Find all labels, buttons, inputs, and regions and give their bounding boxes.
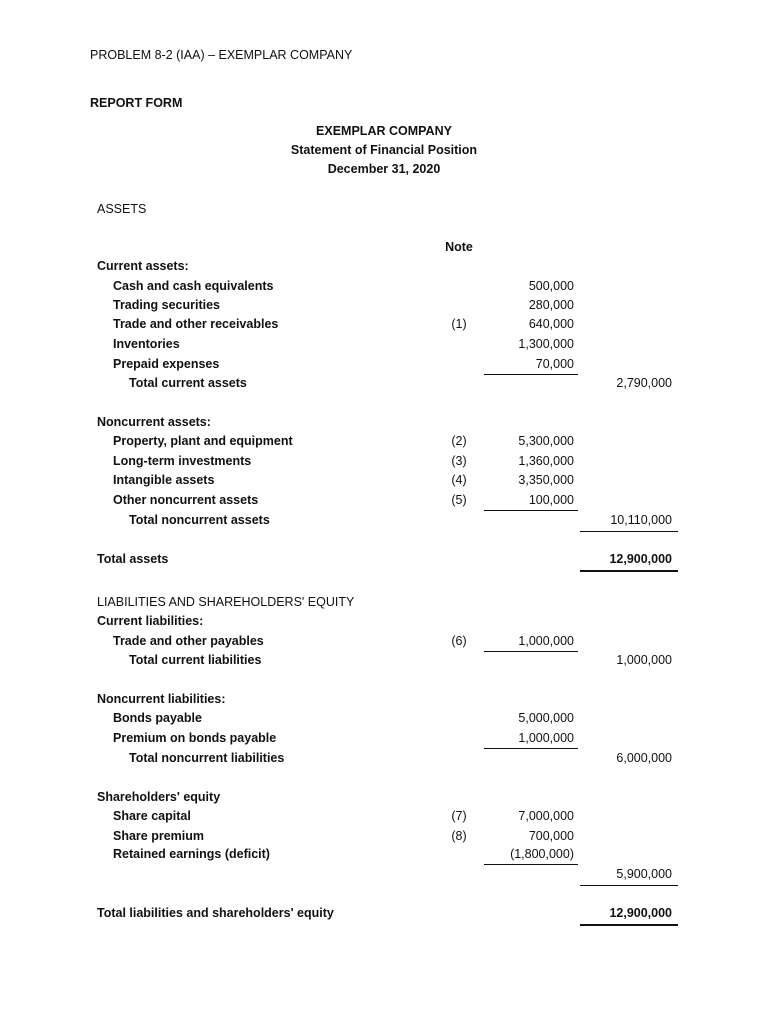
shareholders-equity-label: Shareholders' equity: [97, 790, 221, 804]
line-item-label: Trading securities: [113, 298, 220, 312]
line-item-label: Other noncurrent assets: [113, 493, 259, 507]
line-item-label: Share capital: [113, 809, 191, 823]
line-item-note: (5): [451, 493, 467, 507]
line-item-note: (8): [451, 829, 467, 843]
line-item-amount: 1,360,000: [518, 454, 574, 468]
total-assets-amount: 12,900,000: [609, 552, 672, 566]
line-item-note: (2): [451, 434, 467, 448]
line-item-amount: 700,000: [528, 829, 574, 843]
line-item-amount: 100,000: [528, 493, 574, 507]
total-equity-amount: 5,900,000: [616, 867, 672, 881]
liabilities-heading: LIABILITIES AND SHAREHOLDERS' EQUITY: [97, 595, 355, 609]
line-item-label: Premium on bonds payable: [113, 731, 277, 745]
total-noncurrent-liabilities-label: Total noncurrent liabilities: [129, 751, 285, 765]
subtotal-rule: [484, 748, 578, 749]
subtotal-rule: [580, 531, 678, 532]
total-liabilities-equity-label: Total liabilities and shareholders' equity: [97, 906, 334, 920]
subtotal-rule: [484, 510, 578, 511]
line-item-amount: 1,000,000: [518, 731, 574, 745]
total-noncurrent-assets-amount: 10,110,000: [610, 513, 672, 527]
line-item-note: (6): [451, 634, 467, 648]
line-item-note: (4): [451, 473, 467, 487]
line-item-amount: 500,000: [528, 279, 574, 293]
assets-heading: ASSETS: [97, 202, 147, 216]
line-item-amount: 3,350,000: [518, 473, 574, 487]
line-item-label: Share premium: [113, 829, 205, 843]
line-item-label: Trade and other payables: [113, 634, 264, 648]
line-item-label: Long-term investments: [113, 454, 252, 468]
line-item-note: (7): [451, 809, 467, 823]
line-item-amount: (1,800,000): [510, 847, 574, 861]
company-name: EXEMPLAR COMPANY: [316, 124, 452, 138]
total-double-rule: [580, 570, 678, 572]
total-noncurrent-assets-label: Total noncurrent assets: [129, 513, 270, 527]
total-assets-label: Total assets: [97, 552, 169, 566]
subtotal-rule: [484, 864, 578, 865]
noncurrent-liabilities-label: Noncurrent liabilities:: [97, 692, 226, 706]
line-item-amount: 70,000: [535, 357, 574, 371]
line-item-note: (3): [451, 454, 467, 468]
subtotal-rule: [580, 885, 678, 886]
line-item-label: Retained earnings (deficit): [113, 847, 270, 861]
line-item-label: Intangible assets: [113, 473, 215, 487]
line-item-label: Bonds payable: [113, 711, 202, 725]
current-assets-label: Current assets:: [97, 259, 189, 273]
line-item-amount: 640,000: [528, 317, 574, 331]
total-double-rule: [580, 924, 678, 926]
line-item-label: Cash and cash equivalents: [113, 279, 274, 293]
total-current-liabilities-label: Total current liabilities: [129, 653, 262, 667]
report-form-label: REPORT FORM: [90, 96, 183, 110]
total-current-liabilities-amount: 1,000,000: [616, 653, 672, 667]
total-current-assets-amount: 2,790,000: [616, 376, 672, 390]
total-liabilities-equity-amount: 12,900,000: [609, 906, 672, 920]
subtotal-rule: [484, 651, 578, 652]
line-item-note: (1): [451, 317, 467, 331]
total-noncurrent-liabilities-amount: 6,000,000: [616, 751, 672, 765]
line-item-amount: 7,000,000: [518, 809, 574, 823]
noncurrent-assets-label: Noncurrent assets:: [97, 415, 211, 429]
line-item-label: Prepaid expenses: [113, 357, 220, 371]
line-item-label: Inventories: [113, 337, 180, 351]
line-item-amount: 1,300,000: [518, 337, 574, 351]
total-current-assets-label: Total current assets: [129, 376, 247, 390]
note-column-header: Note: [445, 240, 473, 254]
problem-title: PROBLEM 8-2 (IAA) – EXEMPLAR COMPANY: [90, 48, 353, 62]
line-item-amount: 1,000,000: [518, 634, 574, 648]
line-item-label: Trade and other receivables: [113, 317, 279, 331]
statement-title: Statement of Financial Position: [290, 143, 478, 157]
subtotal-rule: [484, 374, 578, 375]
line-item-label: Property, plant and equipment: [113, 434, 293, 448]
current-liabilities-label: Current liabilities:: [97, 614, 204, 628]
statement-date: December 31, 2020: [327, 162, 441, 176]
line-item-amount: 280,000: [528, 298, 574, 312]
line-item-amount: 5,300,000: [518, 434, 574, 448]
line-item-amount: 5,000,000: [518, 711, 574, 725]
